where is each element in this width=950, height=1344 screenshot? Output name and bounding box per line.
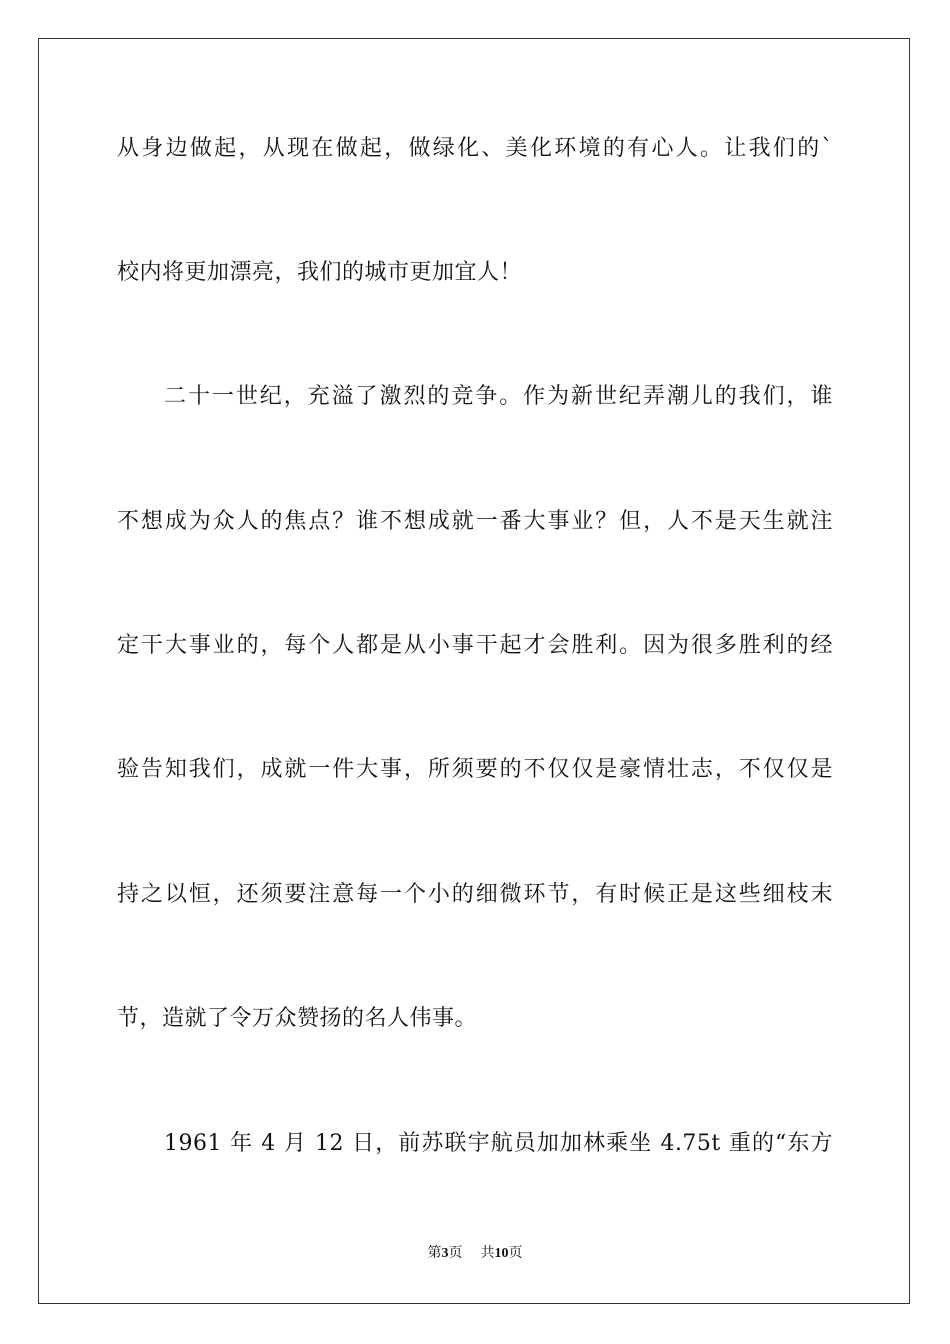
body-line-4: 不想成为众人的焦点？谁不想成就一番大事业？但，人不是天生就注 bbox=[117, 509, 833, 534]
total-suffix: 页 bbox=[508, 1246, 523, 1261]
body-line-8: 节，造就了令万众赞扬的名人伟事。 bbox=[117, 1006, 478, 1031]
body-line-7: 持之以恒，还须要注意每一个小的细微环节，有时候正是这些细枝末 bbox=[117, 882, 833, 907]
body-line-6: 验告知我们，成就一件大事，所须要的不仅仅是豪情壮志，不仅仅是 bbox=[117, 757, 833, 782]
page-border bbox=[38, 38, 910, 1304]
body-line-3: 二十一世纪，充溢了激烈的竞争。作为新世纪弄潮儿的我们，谁 bbox=[164, 384, 833, 409]
page-footer bbox=[0, 1244, 950, 1264]
body-line-1: 从身边做起，从现在做起，做绿化、美化环境的有心人。让我们的` bbox=[117, 136, 833, 161]
page-prefix: 第 bbox=[427, 1246, 442, 1261]
total-pages: 10 bbox=[494, 1246, 509, 1261]
page-number: 3 bbox=[441, 1246, 449, 1261]
total-prefix: 共 bbox=[480, 1246, 495, 1261]
page-suffix: 页 bbox=[448, 1246, 463, 1261]
body-line-9: 1961 年 4 月 12 日，前苏联宇航员加加林乘坐 4.75t 重的“东方 bbox=[164, 1131, 833, 1156]
body-line-5: 定干大事业的，每个人都是从小事干起才会胜利。因为很多胜利的经 bbox=[117, 633, 833, 658]
body-line-2: 校内将更加漂亮，我们的城市更加宜人！ bbox=[117, 260, 523, 285]
